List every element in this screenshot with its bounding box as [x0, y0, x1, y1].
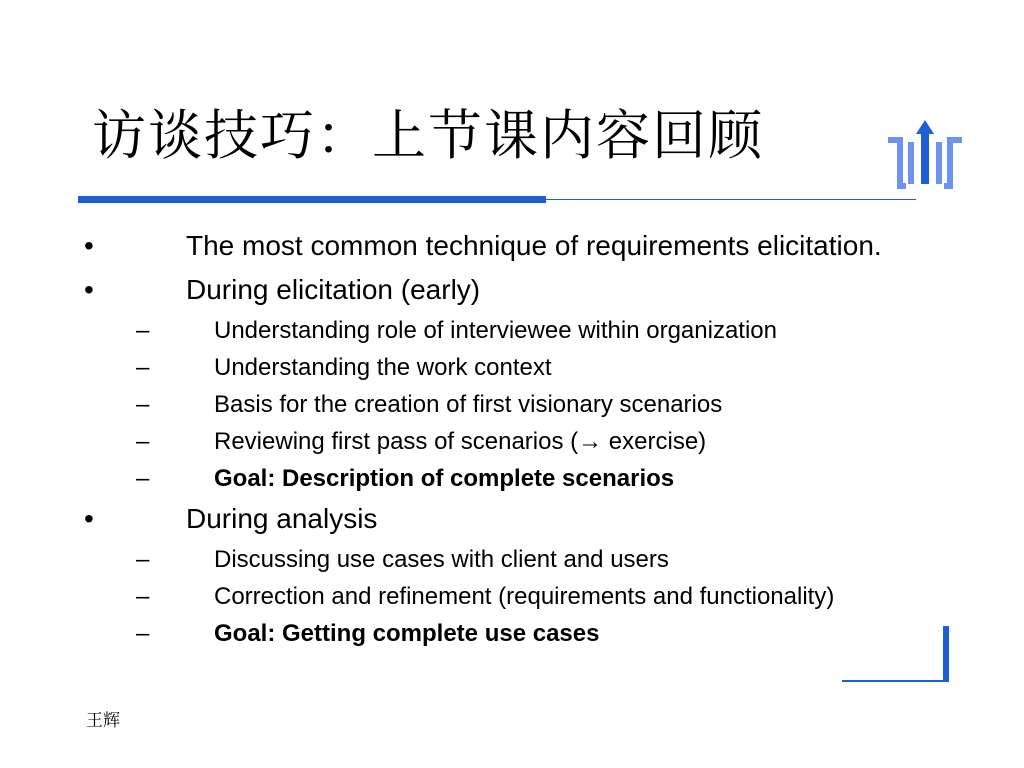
bullet-marker: • [84, 230, 94, 261]
bullet-list [84, 228, 904, 656]
dash-marker: – [136, 620, 150, 647]
bullet-text: Basis for the creation of first visionary scenarios [214, 391, 723, 418]
bullet-text: During elicitation (early) [186, 274, 481, 305]
sub-bullet-item [84, 316, 904, 346]
bullet-item [84, 501, 904, 537]
footer-author: 王辉 [86, 711, 120, 731]
dash-marker: – [136, 428, 150, 455]
title-underline-thick [78, 196, 546, 203]
dash-marker: – [136, 354, 150, 381]
bullet-marker: • [84, 503, 94, 534]
bullet-text: Discussing use cases with client and users [214, 546, 669, 573]
title-underline-thin [546, 199, 916, 200]
dash-marker: – [136, 583, 150, 610]
sub-bullet-item [84, 390, 904, 420]
bullet-text: Reviewing first pass of scenarios (→ exercise) [214, 428, 707, 455]
bullet-item [84, 228, 904, 264]
bullet-text: Understanding role of interviewee within organization [214, 317, 777, 344]
sub-bullet-item [84, 619, 904, 649]
dash-marker: – [136, 391, 150, 418]
sub-bullet-item [84, 353, 904, 383]
sub-bullet-item [84, 582, 904, 612]
bullet-text: Goal: Getting complete use cases [214, 620, 600, 647]
bullet-text: Goal: Description of complete scenarios [214, 465, 675, 492]
sub-bullet-item [84, 464, 904, 494]
bullet-text: The most common technique of requirements elicitation. [186, 230, 882, 261]
dash-marker: – [136, 546, 150, 573]
bullet-item [84, 272, 904, 308]
sub-bullet-item [84, 545, 904, 575]
dash-marker: – [136, 465, 150, 492]
bullet-marker: • [84, 274, 94, 305]
slide-title: 访谈技巧：上节课内容回顾 [92, 104, 764, 167]
sub-bullet-item [84, 427, 904, 457]
bullet-text: During analysis [186, 503, 378, 534]
bullet-text: Correction and refinement (requirements and functionality) [214, 583, 835, 610]
up-arrow-bracket-logo-icon [880, 120, 970, 194]
dash-marker: – [136, 317, 150, 344]
bullet-text: Understanding the work context [214, 354, 552, 381]
